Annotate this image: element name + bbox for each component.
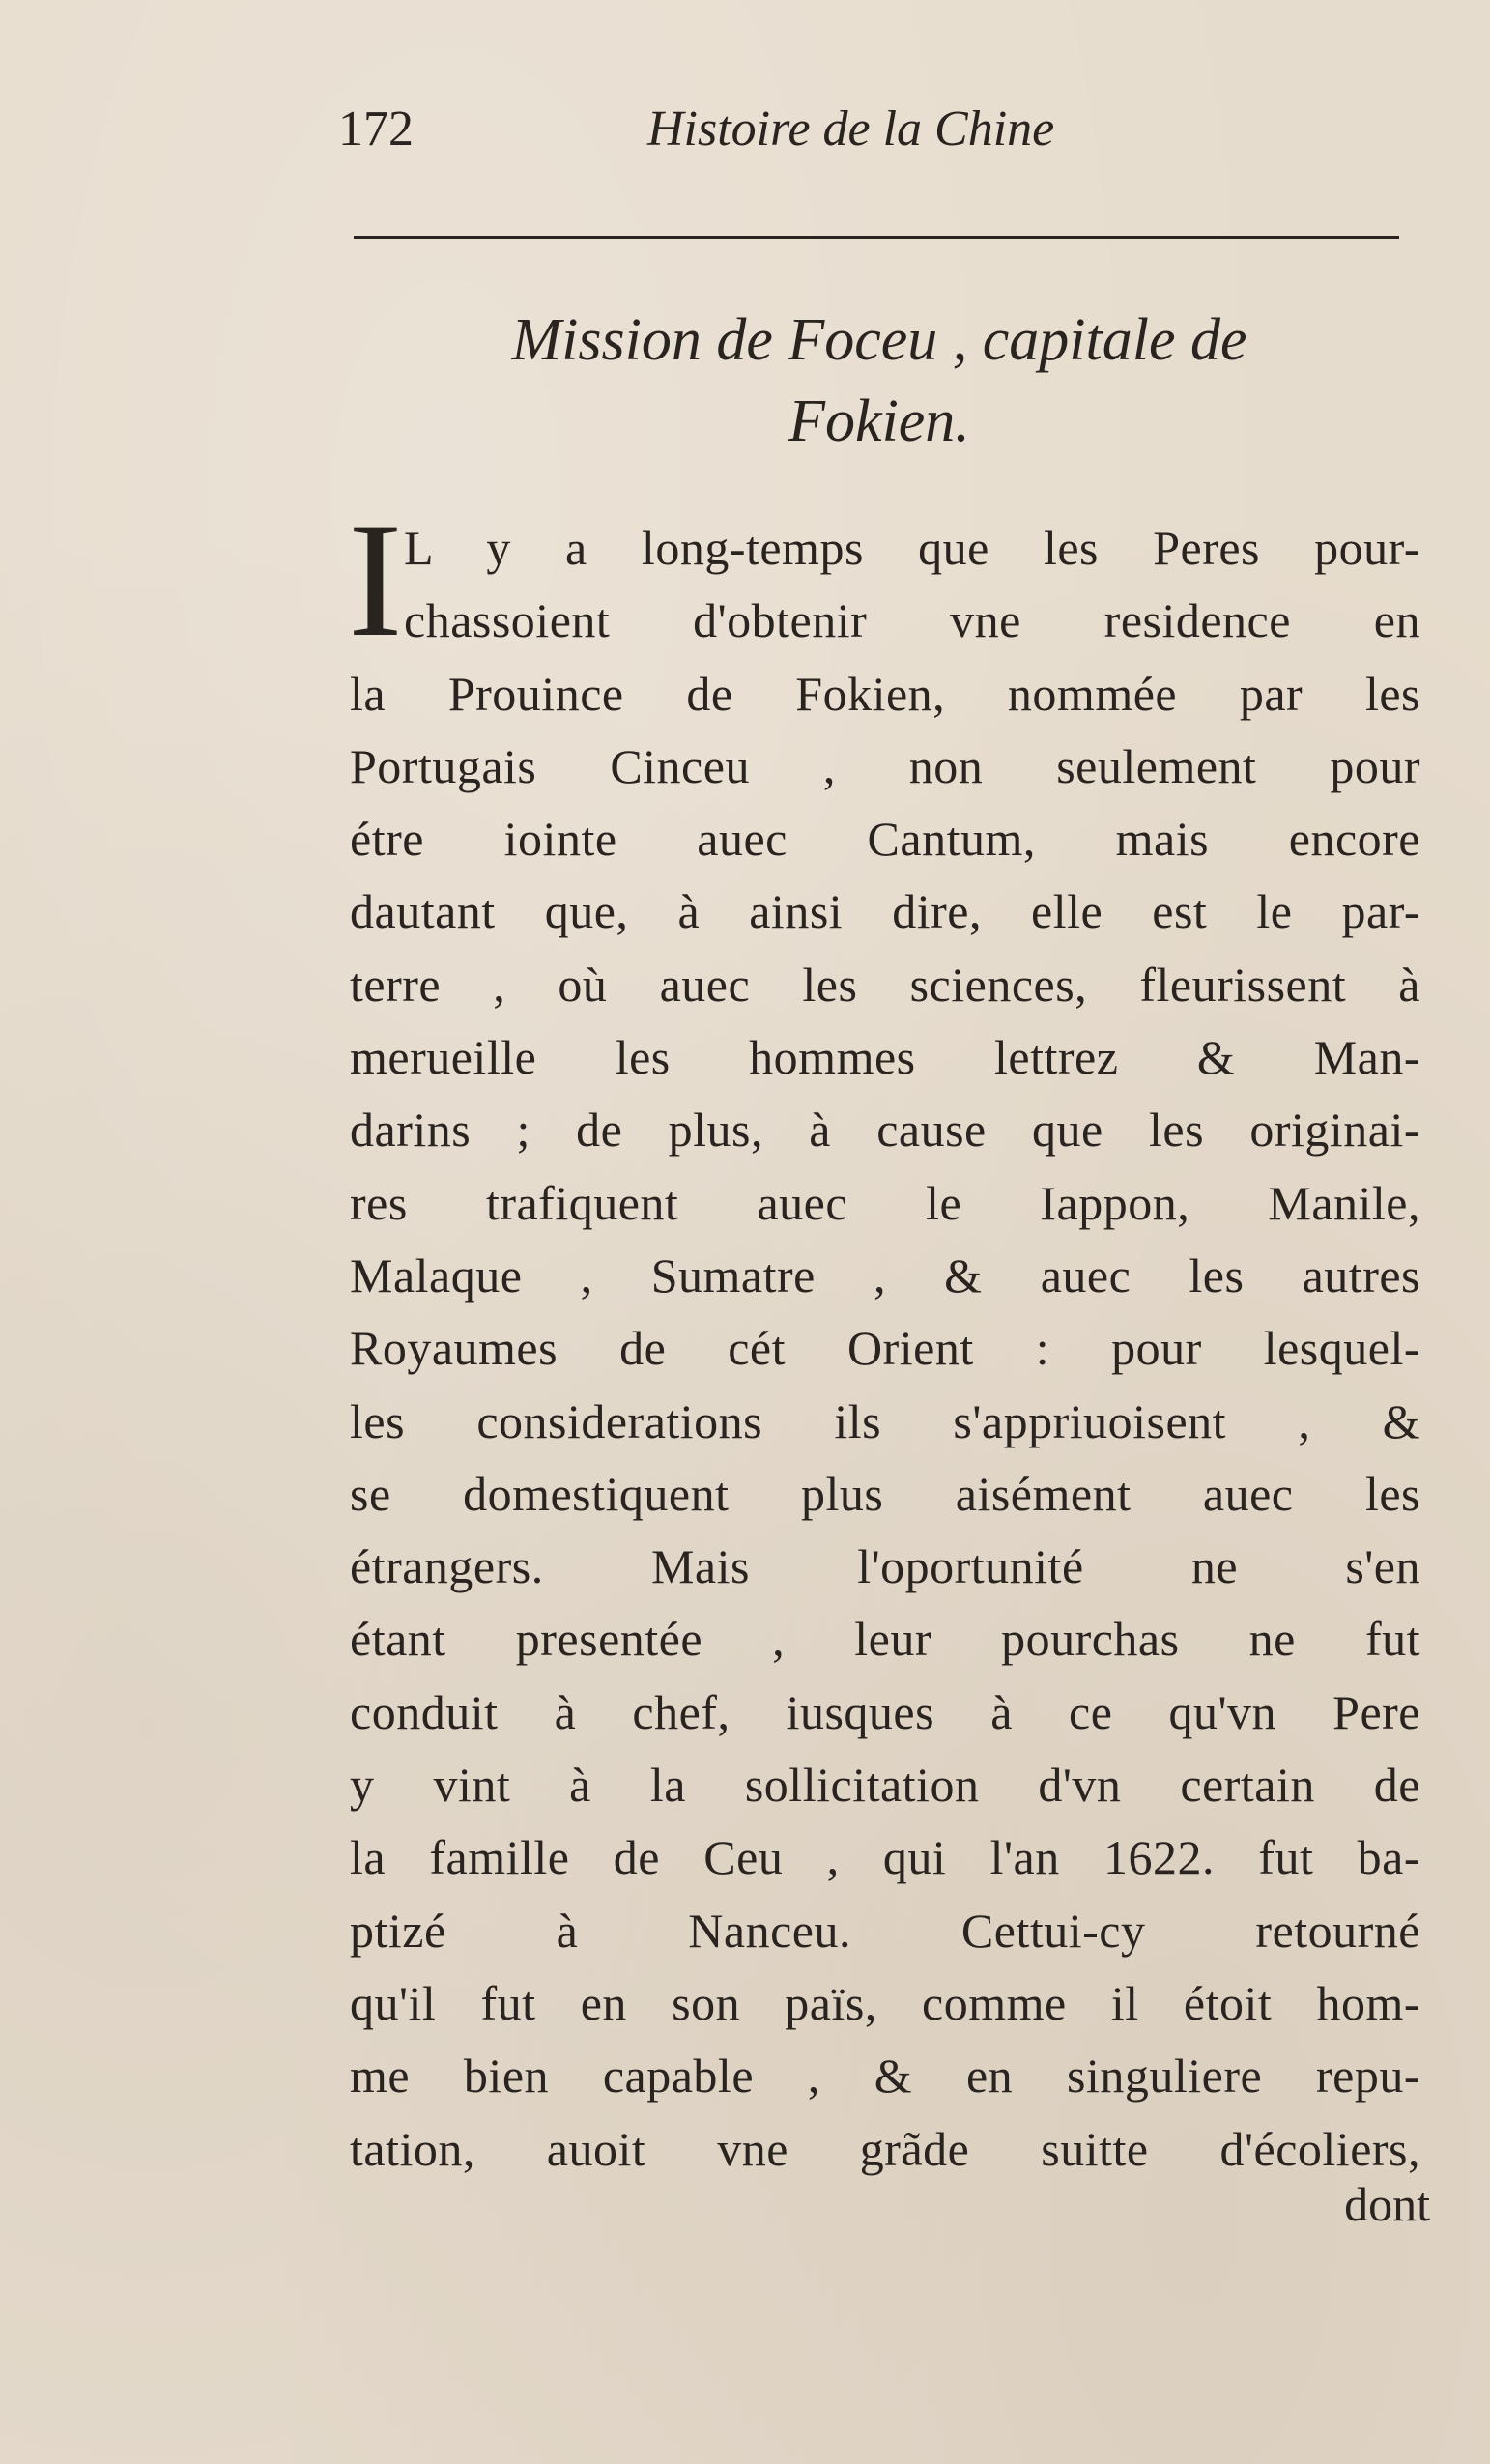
section-title bbox=[358, 300, 1401, 462]
running-title: Histoire de la Chine bbox=[647, 101, 1055, 157]
section-title-line-1: Mission de Foceu , capitale de bbox=[511, 307, 1247, 373]
catchword: dont bbox=[1344, 2177, 1430, 2231]
text-line: tation, auoit vne grãde suitte d'écoliers, bbox=[350, 2121, 1420, 2176]
body-text bbox=[350, 512, 1420, 2186]
text-line: conduit à chef, iusques à ce qu'vn Pere bbox=[350, 1684, 1420, 1739]
text-line: se domestiquent plus aisément auec les bbox=[350, 1466, 1420, 1521]
text-line: darins ; de plus, à cause que les originai- bbox=[350, 1103, 1420, 1158]
text-line: les considerations ils s'appriuoisent , & bbox=[350, 1393, 1420, 1448]
text-line: terre , où auec les sciences, fleurissent à bbox=[350, 957, 1420, 1012]
text-line: la Prouince de Fokien, nommée par les bbox=[350, 666, 1420, 721]
text-line: Malaque , Sumatre , & auec les autres bbox=[350, 1247, 1420, 1303]
section-title-line-2: Fokien. bbox=[788, 388, 970, 454]
text-line: étant presentée , leur pourchas ne fut bbox=[350, 1612, 1420, 1667]
text-line: étrangers. Mais l'oportunité ne s'en bbox=[350, 1539, 1420, 1594]
text-line: la famille de Ceu , qui l'an 1622. fut ba- bbox=[350, 1830, 1420, 1885]
text-line: chassoient d'obtenir vne residence en bbox=[404, 593, 1420, 648]
text-line: me bien capable , & en singuliere repu- bbox=[350, 2049, 1420, 2104]
page-number: 172 bbox=[338, 101, 414, 157]
text-line: y vint à la sollicitation d'vn certain de bbox=[350, 1758, 1420, 1813]
text-line: dautant que, à ainsi dire, elle est le par- bbox=[350, 884, 1420, 939]
text-line: Royaumes de cét Orient : pour lesquel- bbox=[350, 1321, 1420, 1376]
running-head bbox=[338, 100, 1401, 168]
text-line: L y a long-temps que les Peres pour- bbox=[404, 521, 1420, 575]
text-line: qu'il fut en son païs, comme il étoit hom- bbox=[350, 1975, 1420, 2030]
text-line: ptizé à Nanceu. Cettui-cy retourné bbox=[350, 1903, 1420, 1958]
text-line: Portugais Cinceu , non seulement pour bbox=[350, 738, 1420, 793]
header-rule bbox=[354, 236, 1399, 239]
text-line: merueille les hommes lettrez & Man- bbox=[350, 1030, 1420, 1085]
text-line: res trafiquent auec le Iappon, Manile, bbox=[350, 1175, 1420, 1230]
text-line: étre iointe auec Cantum, mais encore bbox=[350, 812, 1420, 867]
drop-cap: I bbox=[348, 489, 403, 671]
